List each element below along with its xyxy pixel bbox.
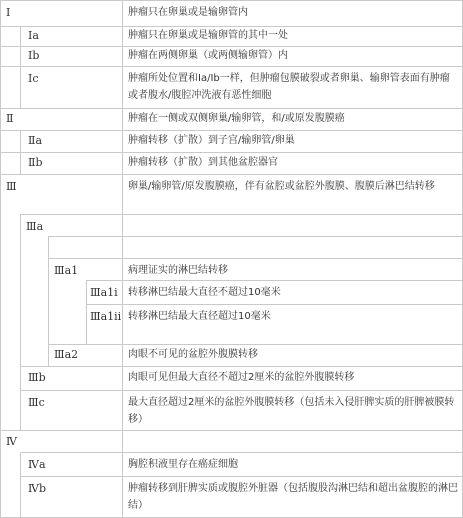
stage-description: 肿瘤在一侧或双侧卵巢/输卵管，和/或原发腹膜癌 <box>128 113 345 124</box>
column-divider <box>48 236 49 366</box>
stage-description: 肿瘤转移（扩散）到子宫/输卵管/卵巢 <box>128 135 295 146</box>
stage-code: Ⅰ <box>6 6 11 19</box>
row-divider <box>20 476 463 477</box>
stage-code: Ⅲa2 <box>54 348 79 361</box>
stage-code: Ⅲa <box>26 220 44 233</box>
stage-description: 最大直径超过2厘米的盆腔外腹膜转移（包括未入侵肝脾实质的肝脾被膜转移） <box>128 397 455 425</box>
row-divider <box>0 430 463 431</box>
row-divider <box>0 152 463 153</box>
row-divider <box>20 214 463 215</box>
row-divider <box>20 390 463 391</box>
stage-description: 肉眼可见但最大直径不超过2厘米的盆腔外腹膜转移 <box>128 372 355 383</box>
row-divider <box>0 130 463 131</box>
stage-code: Ⅳ <box>6 435 17 448</box>
stage-description: 转移淋巴结最大直径超过10毫米 <box>128 311 271 322</box>
row-divider <box>48 344 463 345</box>
stage-description: 胸腔积液里存在癌症细胞 <box>128 459 238 470</box>
row-divider <box>48 236 463 237</box>
row-divider <box>0 66 463 67</box>
row-divider <box>48 258 463 259</box>
stage-description: 肿瘤转移到肝脾实质或腹腔外脏器（包括腹股沟淋巴结和超出盆腹腔的淋巴结） <box>128 483 458 511</box>
stage-code: Ⅱa <box>28 134 43 147</box>
row-divider <box>86 304 463 305</box>
stage-code: Ⅰb <box>28 49 40 62</box>
row-divider <box>0 174 463 175</box>
stage-code: Ⅱb <box>28 156 43 169</box>
stage-description: 卵巢/输卵管/原发腹膜癌，伴有盆腔或盆腔外腹膜、腹膜后淋巴结转移 <box>128 181 435 192</box>
stage-description: 肿瘤只在卵巢或是输卵管的其中一处 <box>128 30 288 41</box>
column-divider <box>122 0 123 518</box>
column-divider <box>86 280 87 344</box>
stage-code: Ⅲa1i <box>90 286 118 299</box>
stage-description: 病理证实的淋巴结转移 <box>128 265 228 276</box>
stage-code: Ⅲ <box>6 180 17 193</box>
row-divider <box>86 280 463 281</box>
stage-code: Ⅲa1 <box>54 264 79 277</box>
stage-code: Ⅲc <box>28 396 45 409</box>
stage-description: 肿瘤转移（扩散）到其他盆腔器官 <box>128 157 278 168</box>
stage-code: Ⅱ <box>6 112 14 125</box>
column-divider <box>20 214 21 430</box>
column-divider <box>20 130 21 174</box>
stage-description: 肿瘤在两侧卵巢（或两侧输卵管）内 <box>128 50 288 61</box>
row-divider <box>20 366 463 367</box>
column-divider <box>20 26 21 108</box>
stage-code: Ⅳa <box>28 458 46 471</box>
stage-description: 转移淋巴结最大直径不超过10毫米 <box>128 287 281 298</box>
stage-code: Ⅳb <box>28 482 47 495</box>
column-divider <box>20 452 21 518</box>
stage-description: 肿瘤所处位置和Ⅰa/Ⅰb一样，但肿瘤包膜破裂或者卵巢、输卵管表面有肿瘤或者腹水/腹腔冲洗液有恶性细胞 <box>128 73 450 101</box>
stage-description: 肿瘤只在卵巢或是输卵管内 <box>128 7 248 18</box>
stage-code: Ⅰc <box>28 72 39 85</box>
row-divider <box>0 108 463 109</box>
stage-code: Ⅰa <box>28 29 39 42</box>
stage-code: Ⅲa1ii <box>90 310 122 323</box>
stage-code: Ⅲb <box>28 371 46 384</box>
row-divider <box>20 452 463 453</box>
stage-description: 肉眼不可见的盆腔外腹膜转移 <box>128 349 258 360</box>
